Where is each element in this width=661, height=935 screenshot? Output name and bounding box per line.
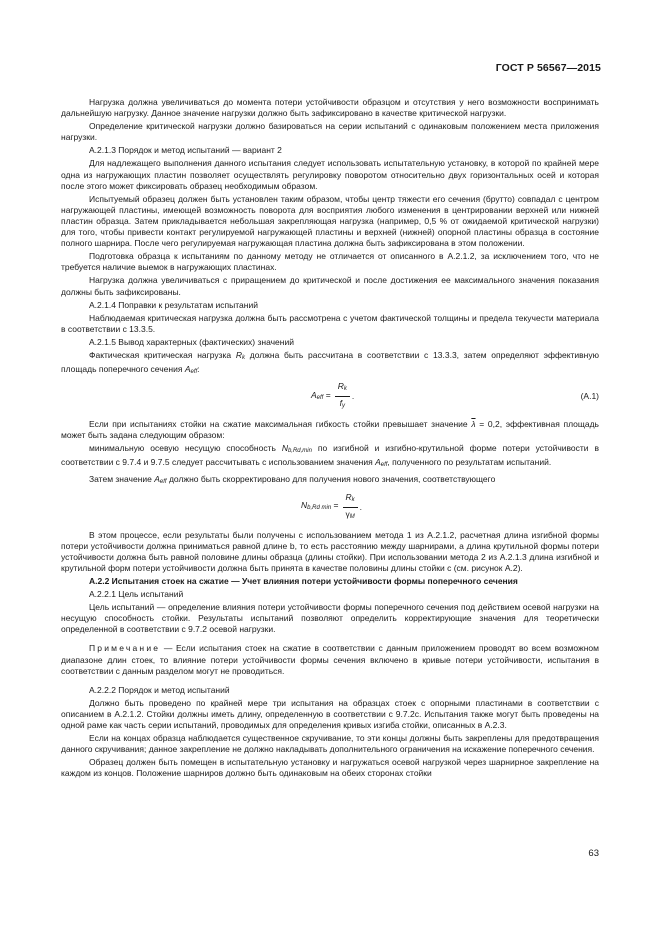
symbol-aeff: A: [375, 457, 381, 468]
text-run: Если при испытаниях стойки на сжатие максимальная гибкость стойки превышает значение: [89, 419, 472, 430]
text-run: = 0,2, эффективная площадь может быть задана следующим образом:: [61, 419, 599, 441]
symbol-aeff: A: [184, 364, 191, 375]
paragraph: Подготовка образца к испытаниям по данному методу не отличается от описанного в А.2.1.2, за исключением того, что не требуется наличие выемок в нагружающих пластинах.: [61, 251, 599, 273]
paragraph: [61, 350, 599, 378]
denominator-sub: M: [349, 513, 355, 520]
document-id-header: ГОСТ Р 56567—2015: [495, 62, 601, 74]
formula-period: .: [359, 501, 363, 512]
section-heading: А.2.1.4 Поправки к результатам испытаний: [89, 299, 258, 310]
paragraph: Испытуемый образец должен быть установлен таким образом, чтобы центр тяжести его сечения (брутто) совпадал с центром нагружающей пластины, имеющей возможность поворота для восприятия любого изменения в центрировании верхней или нижней пластин образца. Затем прикладывается небольшая закрепляющая нагрузка (например, 0,5 % от ожидаемой критической нагрузки) для того, чтобы привести контакт регулируемой нагружающей пластины и верхней (нижней) опорной пластины образца в состояние полного шарнира. После чего регулируемая нагружающая пластина должна быть зафиксирована в этом положении.: [61, 193, 599, 249]
formula-lhs-sub: eff: [316, 394, 324, 401]
body-text: [61, 97, 599, 780]
text-run: по изгибной и изгибно-крутильной форме потери устойчивости в соответствии с 9.7.4 и 9.7.5 следует рассчитывать с использованием значения: [61, 443, 599, 468]
note: [61, 643, 599, 676]
numerator-base: R: [337, 381, 344, 392]
text-run: должна быть рассчитана в соответствии с 13.3.3, затем определяют эффективную площадь поперечного сечения: [61, 349, 599, 375]
section-heading: А.2.2.1 Цель испытаний: [89, 589, 184, 600]
text-run: минимальную осевую несущую способность: [89, 443, 282, 454]
page-number: 63: [588, 848, 599, 859]
symbol-aeff-sub: eff: [380, 462, 388, 469]
equation-number: (A.1): [580, 391, 599, 402]
paragraph: В этом процессе, если результаты были получены с использованием метода 1 из А.2.1.2, расчетная длина изгибной формы потери устойчивости должна приниматься равной длине b, то есть расстоянию между шарнирами, а длина крутильной формы потери устойчивости должна быть равной половине длины образца (длины стойки). При использовании метода 2 из А.2.1.3 длина изгибной и крутильной форм потери устойчивости должна быть принята в качестве половины длины стойки c (см. рисунок А.2).: [61, 529, 599, 573]
formula-lhs-base: A: [311, 389, 317, 400]
text-run: должно быть скорректировано для получения нового значения, соответствующего: [166, 473, 496, 484]
formula-a1: [61, 381, 599, 415]
paragraph: [61, 419, 599, 441]
fraction: [343, 492, 358, 523]
numerator-base: R: [345, 491, 352, 502]
equals-sign: =: [333, 500, 339, 511]
lambda-bar-symbol: $\overline{\lambda}$: [471, 419, 476, 430]
symbol-nbrdmin-sub: b,Rd,min: [287, 448, 312, 455]
section-heading: А.2.2.2 Порядок и метод испытаний: [89, 684, 230, 695]
formula-lhs-sub: b,Rd min: [307, 505, 332, 512]
formula-period: .: [351, 391, 355, 402]
paragraph: [61, 443, 599, 471]
denominator-base: f: [339, 398, 342, 409]
text-run: Фактическая критическая нагрузка: [89, 349, 236, 360]
symbol-aeff: A: [154, 473, 160, 484]
fraction-denominator: [340, 397, 345, 412]
paragraph: Для надлежащего выполнения данного испытания следует использовать испытательную установку, в которой по крайней мере одна из нагружающих пластин позволяет осуществлять регулировку поворотом относительно двух горизонтальных осей и которая после этого может фиксировать образец необходимым образом.: [61, 158, 599, 191]
symbol-rk-sub: k: [242, 354, 246, 361]
formula-nbrd-expression: [301, 492, 362, 523]
symbol-nbrdmin: N: [281, 443, 288, 454]
equals-sign: =: [325, 389, 331, 400]
note-label: Примечание: [89, 643, 161, 654]
fraction: [335, 381, 350, 412]
numerator-sub: k: [343, 386, 347, 393]
paragraph: [61, 474, 599, 488]
note-text: — Если испытания стоек на сжатие в соответствии с данным приложением проводят во всем возможном диапазоне длин стоек, то влияние потери устойчивости формы сечения включено в кривые потери устойчивости, испытания в соответствии с данным разделом могут не проводиться.: [61, 643, 599, 676]
text-run: Затем значение: [89, 473, 155, 484]
formula-lhs: [301, 500, 339, 514]
fraction-numerator: [335, 381, 350, 397]
fraction-numerator: [343, 492, 358, 508]
numerator-sub: k: [351, 496, 355, 503]
paragraph: Должно быть проведено по крайней мере три испытания на образцах стоек с опорными пластинами в соответствии с описанием в А.2.1.2. Стойки должны иметь длину, определенную в соответствии с 9.7.2с. Испытания также могут быть проведены на одной раме как часть серии испытаний, проводимых для определения кривых изгиба стойки, описанных в А.2.3.: [61, 697, 599, 731]
text-run: , полученного по результатам испытаний.: [387, 457, 552, 468]
paragraph: Нагрузка должна увеличиваться до момента потери устойчивости образцом и отсутствия у него возможности воспринимать дальнейшую нагрузку. Данное значение нагрузки должно быть зафиксировано в качестве критической нагрузки.: [61, 97, 599, 119]
paragraph: Определение критической нагрузки должно базироваться на серии испытаний с одинаковым положением места приложения нагрузки.: [61, 121, 599, 143]
section-heading: А.2.1.3 Порядок и метод испытаний — вариант 2: [89, 145, 282, 156]
formula-lhs-base: N: [301, 500, 308, 511]
symbol-aeff-sub: eff: [159, 478, 167, 485]
paragraph: Цель испытаний — определение влияния потери устойчивости формы поперечного сечения под действием осевой нагрузки на несущую способность стойки. Результаты испытаний позволяют определить корректирующие значения для теоретически определенной в соответствии с 9.7.2 осевой нагрузки.: [61, 602, 599, 635]
paragraph: Наблюдаемая критическая нагрузка должна быть рассмотрена с учетом фактической толщины и предела текучести материала в соответствии с 13.3.5.: [61, 312, 599, 334]
formula-lhs: [311, 390, 331, 404]
denominator-sub: y: [341, 403, 345, 410]
text-run: :: [197, 364, 200, 375]
section-heading: А.2.1.5 Вывод характерных (фактических) значений: [89, 336, 294, 347]
section-heading: А.2.2 Испытания стоек на сжатие — Учет влияния потери устойчивости формы поперечного сечения: [89, 576, 518, 586]
symbol-rk: R: [235, 349, 243, 360]
formula-nbrd: [61, 492, 599, 526]
formula-a1-expression: [311, 381, 354, 412]
paragraph: Образец должен быть помещен в испытательную установку и нагружаться осевой нагрузкой через шарнирное закрепление на каждом из концов. Положение шарниров должно быть одинаковым на обеих сторонах стойки: [61, 757, 599, 779]
denominator-gamma: γ: [345, 508, 350, 519]
symbol-aeff-sub: eff: [190, 369, 198, 376]
paragraph: Нагрузка должна увеличиваться с приращением до критической и после достижения ее максимального значения показания должны быть зафиксированы.: [61, 275, 599, 297]
paragraph: Если на концах образца наблюдается существенное скручивание, то эти концы должны быть закреплены для предотвращения данного скручивания; данное закрепление не должно накладывать дополнительного ограничения на искажение поперечного сечения.: [61, 733, 599, 755]
fraction-denominator: [345, 508, 354, 523]
